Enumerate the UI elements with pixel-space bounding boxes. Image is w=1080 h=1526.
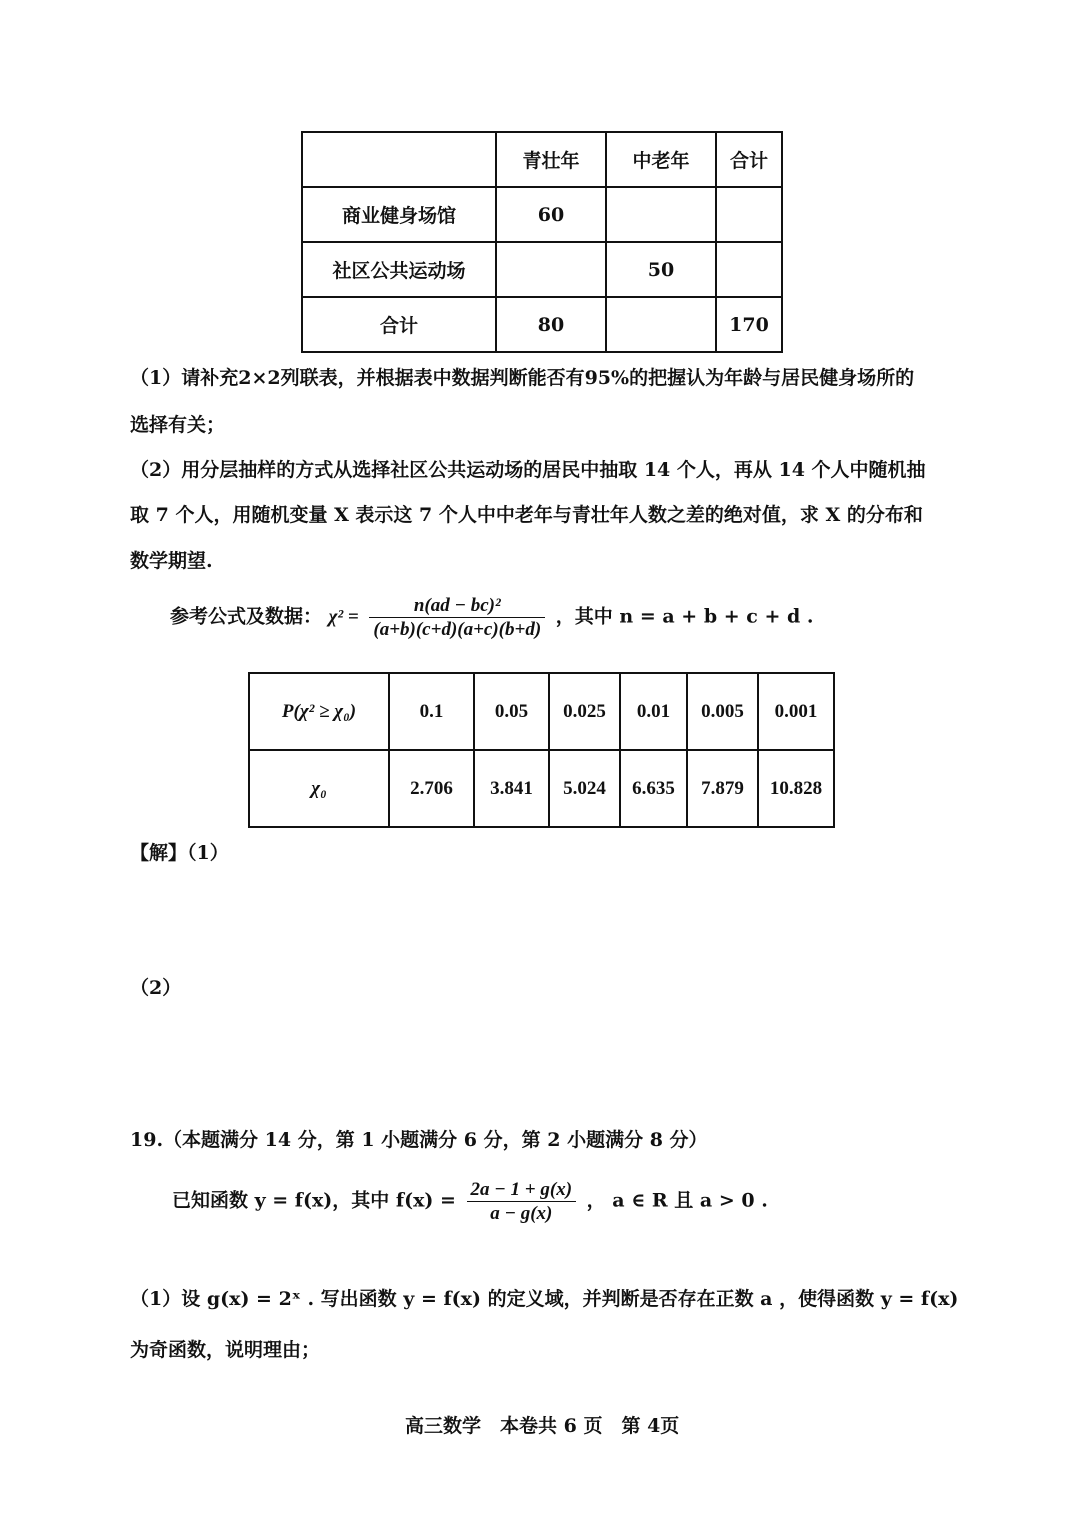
table-cell: 社区公共运动场 [302,242,496,297]
question-19-part-1-line: 为奇函数，说明理由； [130,1339,321,1361]
critical-value-table [248,672,835,828]
table-cell: 60 [496,187,606,242]
table-row [302,187,782,242]
formula-suffix: ，其中 n = a + b + c + d . [555,605,814,628]
given-denominator: a − g(x) [490,1203,553,1224]
table-cell [716,187,782,242]
table-cell: 3.841 [474,750,549,827]
table-cell: 10.828 [758,750,834,827]
table-cell: 2.706 [389,750,474,827]
table-cell [496,242,606,297]
table-cell: 0.1 [389,673,474,750]
table-cell: 80 [496,297,606,352]
given-numerator: 2a − 1 + g(x) [470,1179,573,1200]
question-19-given [172,1178,768,1225]
given-prefix: 已知函数 y = f(x)，其中 f(x) = [172,1189,456,1212]
question-19-part-1-line: （1）设 g(x) = 2ˣ . 写出函数 y = f(x) 的定义域，并判断是否存在正数 a ，使得函数 y = f(x) [130,1288,959,1310]
table-cell: 6.635 [620,750,687,827]
table-cell: P(χ² ≥ χ₀) [281,700,357,722]
table-cell: 0.01 [620,673,687,750]
formula-fraction [369,594,545,641]
formula-prefix: 参考公式及数据： [170,605,323,628]
table-cell [606,187,716,242]
table-header: 青壮年 [496,132,606,187]
table-cell: 7.879 [687,750,758,827]
table-row [302,132,782,187]
table-cell: 5.024 [549,750,620,827]
table-header: 合计 [716,132,782,187]
table-cell: 0.005 [687,673,758,750]
formula-denominator: (a+b)(c+d)(a+c)(b+d) [373,619,542,640]
page-footer: 高三数学 本卷共 6 页 第 4页 [405,1415,680,1437]
table-cell: χ₀ [311,777,327,799]
table-header: 中老年 [606,132,716,187]
table-row [249,673,834,750]
table-cell: 50 [606,242,716,297]
question-1-line: （1）请补充2×2列联表，并根据表中数据判断能否有95%的把握认为年龄与居民健身场所的 [130,367,915,389]
formula-lhs: χ² = [328,606,359,628]
formula-numerator: n(ad − bc)² [413,595,501,616]
reference-formula [170,594,814,641]
contingency-table [301,131,783,353]
table-cell: 商业健身场馆 [302,187,496,242]
table-row [249,750,834,827]
table-cell: 170 [716,297,782,352]
table-cell: 0.001 [758,673,834,750]
given-suffix: ， a ∈ R 且 a > 0 . [586,1189,768,1212]
question-1-line: 选择有关； [130,414,226,436]
answer-part-2: （2） [130,977,182,999]
question-19-header: 19.（本题满分 14 分，第 1 小题满分 6 分，第 2 小题满分 8 分） [130,1129,708,1151]
question-2-line: 取 7 个人，用随机变量 X 表示这 7 个人中中老年与青壮年人数之差的绝对值，求 X 的分布和 [130,504,923,526]
table-cell [716,242,782,297]
table-cell [606,297,716,352]
question-2-line: （2）用分层抽样的方式从选择社区公共运动场的居民中抽取 14 个人，再从 14 个人中随机抽 [130,459,926,481]
table-cell: 0.025 [549,673,620,750]
answer-part-1: 【解】（1） [130,842,229,864]
table-cell: 0.05 [474,673,549,750]
table-row [302,297,782,352]
question-2-line: 数学期望. [130,550,213,572]
table-row [302,242,782,297]
given-fraction [467,1178,577,1225]
table-cell: 合计 [302,297,496,352]
table-header [302,132,496,187]
